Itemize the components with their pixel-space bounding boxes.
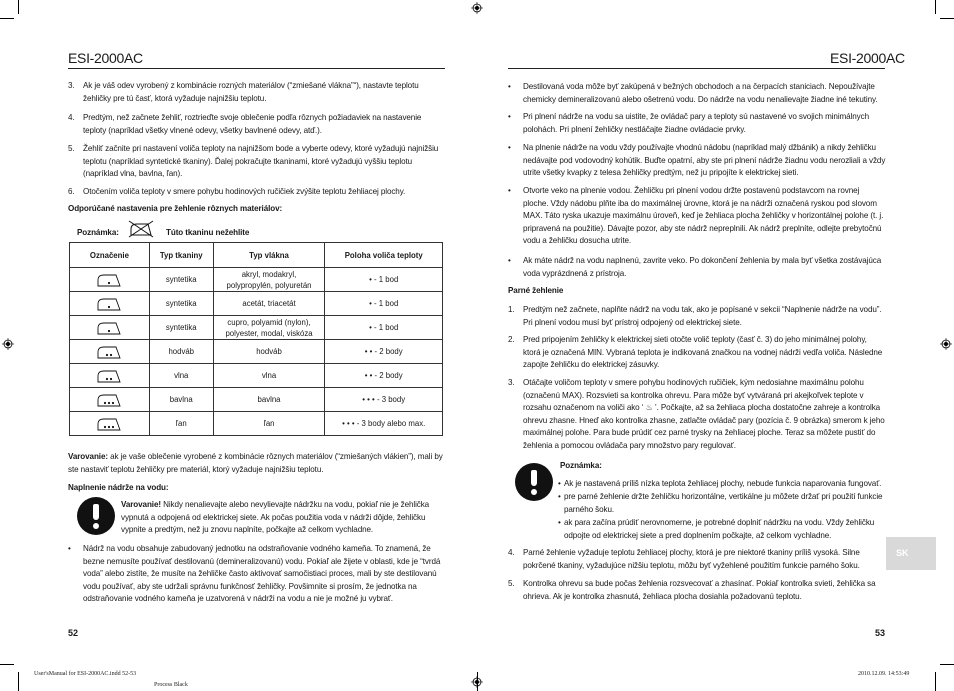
steam-ironing-heading: Parné žehlenie (508, 286, 564, 295)
fiber-cell: acetát, triacetát (213, 292, 325, 316)
setting-cell: • • • - 3 body alebo max. (325, 412, 443, 436)
filling-warning: Varovanie! Nikdy nenalievajte alebo nevylievajte nádržku na vodu, pokiaľ nie je žehlička vypnutá a odpojená od elektrickej siete. Ak počas použitia voda v nádrži dôjde, žehličku vypnite a predtým, než ju znovu naplníte, počkajte až celkom vychladne. (121, 500, 430, 535)
table-row (70, 388, 443, 412)
crop-mark (935, 0, 936, 14)
fabric-cell: syntetika (149, 316, 213, 340)
table-row (70, 316, 443, 340)
fiber-cell: cupro, polyamid (nylon), polyester, modal, viskóza (213, 316, 325, 340)
crop-mark (18, 0, 19, 14)
crop-mark (940, 664, 954, 665)
fabric-settings-table (69, 242, 443, 436)
symbol-cell (70, 340, 150, 364)
fabric-cell: ľan (149, 412, 213, 436)
crop-mark (0, 664, 14, 665)
fabric-cell: syntetika (149, 268, 213, 292)
recommended-settings-heading: Odporúčané nastavenia pre žehlenie rôznych materiálov: (68, 204, 283, 213)
iron-symbol-icon (96, 417, 122, 431)
fabric-cell: bavlna (149, 388, 213, 412)
symbol-cell (70, 388, 150, 412)
iron-symbol-icon (96, 393, 122, 407)
slug-date: 2010.12.09. 14:53:49 (858, 671, 910, 677)
right-page-number: 53 (875, 628, 886, 638)
fiber-cell: ľan (213, 412, 325, 436)
setting-cell: • - 1 bod (325, 316, 443, 340)
fabric-cell: vlna (149, 364, 213, 388)
symbol-cell (70, 412, 150, 436)
iron-symbol-icon (96, 345, 122, 359)
column-header: Poloha voliča teploty (325, 243, 443, 268)
crop-mark (18, 672, 19, 691)
registration-mark-icon (2, 338, 14, 350)
symbol-cell (70, 364, 150, 388)
setting-cell: • • - 2 body (325, 340, 443, 364)
registration-mark-icon (471, 676, 483, 688)
column-header: Typ vlákna (213, 243, 325, 268)
registration-mark-icon (940, 338, 952, 350)
note-label: Poznámka: (77, 228, 119, 237)
fiber-cell: vlna (213, 364, 325, 388)
slug-process: Process Black (154, 682, 188, 688)
column-header: Typ tkaniny (149, 243, 213, 268)
left-page-number: 52 (68, 628, 79, 638)
exclamation-warning-icon (77, 497, 115, 535)
setting-cell: • • • - 3 body (325, 388, 443, 412)
fabric-cell: hodváb (149, 340, 213, 364)
table-row (70, 340, 443, 364)
iron-symbol-icon (96, 369, 122, 383)
symbol-cell (70, 268, 150, 292)
exclamation-note-icon (515, 463, 553, 501)
symbol-cell (70, 292, 150, 316)
fiber-cell: bavlna (213, 388, 325, 412)
symbol-cell (70, 316, 150, 340)
table-header-row (70, 243, 443, 268)
crop-mark (0, 18, 14, 19)
setting-cell: • - 1 bod (325, 268, 443, 292)
fiber-cell: akryl, modakryl, polypropylén, polyuretán (213, 268, 325, 292)
slug-file: User'sManual for ESI-2000AC.indd 52-53 (34, 671, 137, 677)
left-page-title: ESI-2000AC (68, 50, 143, 66)
iron-symbol-icon (96, 273, 122, 287)
crop-mark (940, 18, 954, 19)
right-page-title: ESI-2000AC (830, 50, 905, 66)
fabric-cell: syntetika (149, 292, 213, 316)
table-row (70, 364, 443, 388)
note-text: Túto tkaninu nežehlite (166, 228, 250, 237)
fiber-cell: hodváb (213, 340, 325, 364)
mixed-fibers-warning: Varovanie: ak je vaše oblečenie vyrobené z kombinácie rôznych materiálov (“zmiešaných vlákien”), mali by ste nastaviť teplotu žehličky pre materiál, ktorý vyžaduje najnižšiu teplotu. (68, 452, 443, 474)
table-row (70, 268, 443, 292)
language-tab: SK (886, 537, 936, 570)
right-header-rule (508, 68, 885, 69)
crop-mark (935, 672, 936, 691)
steam-note-label: Poznámka: (560, 461, 602, 470)
do-not-iron-icon (128, 220, 154, 238)
table-row (70, 412, 443, 436)
left-header-rule (68, 68, 445, 69)
iron-symbol-icon (96, 321, 122, 335)
setting-cell: • - 1 bod (325, 292, 443, 316)
iron-symbol-icon (96, 297, 122, 311)
registration-mark-icon (471, 2, 483, 14)
column-header: Označenie (70, 243, 150, 268)
table-row (70, 292, 443, 316)
setting-cell: • • - 2 body (325, 364, 443, 388)
filling-heading: Naplnenie nádržе na vodu: (68, 483, 169, 492)
